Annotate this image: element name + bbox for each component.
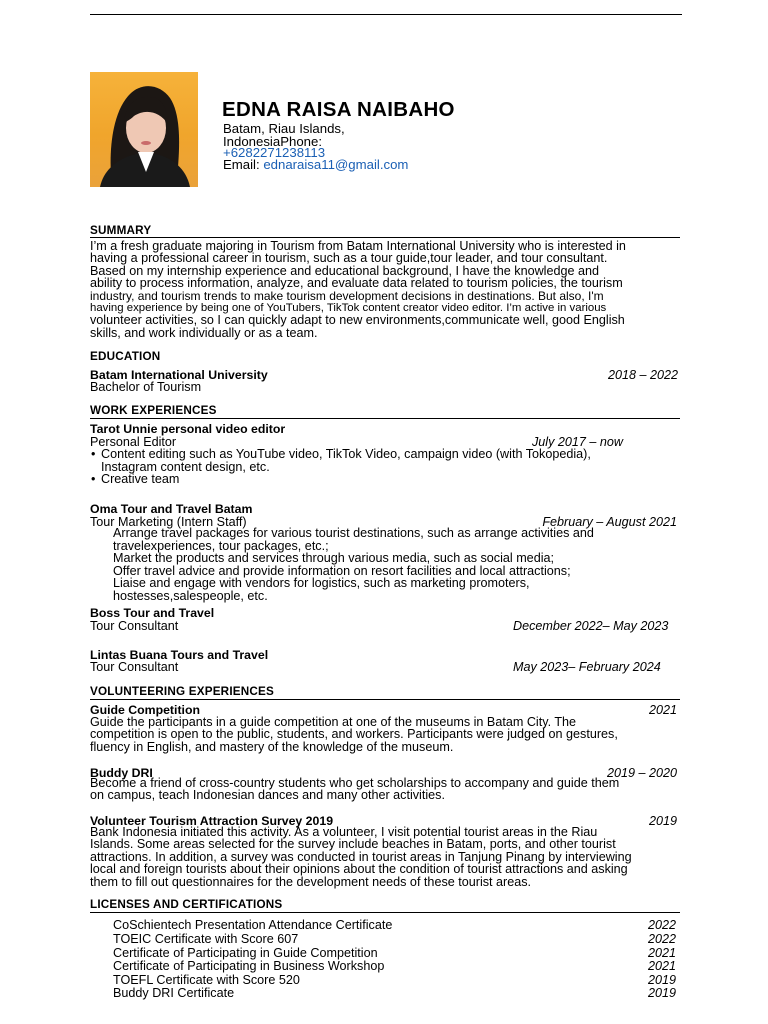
work-rule (90, 418, 680, 419)
certification-year: 2021 (647, 945, 676, 960)
volunteer-description (90, 826, 677, 888)
certifications-rule (90, 912, 680, 913)
certification-row (113, 973, 676, 987)
description-line: competition is open to the public, students, and workers. Participants were judged on gestures, (90, 727, 618, 742)
certification-row (113, 986, 676, 1000)
detail-line: Liaise and engage with vendors for logistics, such as marketing promoters, (113, 576, 530, 591)
certification-name: Certificate of Participating in Guide Competition (113, 945, 378, 960)
job-role: Tour Consultant (90, 619, 179, 633)
certification-year: 2019 (647, 972, 676, 987)
job-company: Oma Tour and Travel Batam (90, 502, 253, 516)
certification-name: Certificate of Participating in Business Workshop (113, 959, 385, 973)
detail-line: Arrange travel packages for various tourist destinations, such as arrange activities and (113, 526, 594, 540)
volunteer-year: 2019 (648, 814, 677, 828)
certification-name: Buddy DRI Certificate (113, 986, 235, 1000)
summary-line: Based on my internship experience and educational background, I have the knowledge and (90, 263, 599, 278)
job-details (113, 527, 640, 603)
description-line: on campus, teach Indonesian dances and many other activities. (90, 788, 445, 803)
job-dates: December 2022– May 2023 (513, 619, 669, 633)
description-line: local and foreign tourists about their opinions about the condition of tourist attractions and asking (90, 862, 628, 877)
description-line: Bank Indonesia initiated this activity. As a volunteer, I visit potential tourist areas in the Riau (90, 825, 598, 839)
job-company: Lintas Buana Tours and Travel (90, 648, 269, 662)
work-heading: WORK EXPERIENCES (90, 404, 217, 417)
volunteer-year: 2021 (648, 703, 677, 717)
summary-line: volunteer activities, so I can quickly adapt to new environments,communicate well, good English (90, 313, 625, 328)
description-line: Islands. Some areas selected for the survey include beaches in Batam, ports, and other tourist (90, 837, 616, 852)
volunteer-name: Volunteer Tourism Attraction Survey 2019 (90, 814, 334, 828)
bullet-continuation: Instagram content design, etc. (101, 459, 270, 474)
education-heading: EDUCATION (90, 350, 161, 363)
summary-line: ability to process information, analyze, and evaluate data related to tourism policies, the tourism (90, 276, 623, 291)
job-role: Tour Consultant (90, 660, 179, 674)
certification-name: TOEFL Certificate with Score 520 (113, 972, 300, 987)
description-line: Become a friend of cross-country students who get scholarships to accompany and guide them (90, 776, 620, 790)
description-line: attractions. In addition, a survey was conducted in tourist areas in Tanjung Pinang by interviewing (90, 849, 632, 864)
summary-line: I’m a fresh graduate majoring in Tourism from Batam International University who is interested in (90, 239, 626, 253)
job-role: Tour Marketing (Intern Staff) (90, 515, 247, 529)
education-years: 2018 – 2022 (607, 368, 678, 382)
job-role: Personal Editor (90, 435, 177, 449)
job-dates: July 2017 – now (532, 435, 624, 449)
address-line-1: Batam, Riau Islands, (223, 121, 345, 136)
certification-name: TOEIC Certificate with Score 607 (113, 932, 299, 946)
portrait-illustration (90, 72, 198, 187)
description-line: them to fill out questionnaires for the development needs of these tourist areas. (90, 874, 532, 889)
detail-line: hostesses,salespeople, etc. (113, 588, 268, 603)
job-bullets (91, 448, 676, 486)
certification-row (113, 959, 676, 973)
candidate-name: EDNA RAISA NAIBAHO (222, 98, 455, 121)
certification-year: 2019 (647, 986, 676, 1000)
summary-line: industry, and tourism trends to make tourism development decisions in destinations. But also, I'm (90, 288, 604, 303)
bullet-item: • Creative team (91, 473, 676, 486)
job-company: Boss Tour and Travel (90, 606, 215, 620)
job-dates: May 2023– February 2024 (513, 660, 661, 674)
detail-line: Offer travel advice and provide information on resort facilities and local attractions; (113, 563, 571, 578)
certification-row (113, 932, 676, 946)
volunteer-description (90, 716, 677, 753)
volunteer-name: Buddy DRI (90, 766, 153, 780)
description-line: Guide the participants in a guide competition at one of the museums in Batam City. The (90, 715, 577, 729)
email-line (223, 158, 408, 172)
summary-heading: SUMMARY (90, 224, 152, 237)
certification-year: 2022 (647, 918, 676, 932)
summary-text (90, 240, 677, 339)
certification-name: CoSchientech Presentation Attendance Certificate (113, 918, 393, 932)
education-degree: Bachelor of Tourism (90, 380, 202, 394)
volunteer-rule (90, 699, 680, 700)
volunteer-description (90, 777, 677, 802)
bullet-item: • Content editing such as YouTube video, TikTok Video, campaign video (with Tokopedia), (91, 448, 676, 461)
phone-link[interactable]: +6282271238113 (223, 145, 326, 160)
profile-photo (90, 72, 198, 187)
education-school: Batam International University (90, 368, 268, 382)
job-company: Tarot Unnie personal video editor (90, 422, 286, 436)
certification-row (113, 946, 676, 960)
summary-rule (90, 237, 680, 238)
summary-line: having a professional career in tourism, such as a tour guide,tour leader, and tour consultant. (90, 251, 608, 266)
email-label: Email: (223, 157, 264, 172)
address-line-2: IndonesiaPhone: (223, 134, 322, 149)
summary-line: having experience by being one of YouTubers, TikTok content creator video editor. I’m active in various (90, 302, 607, 315)
certification-year: 2021 (647, 959, 676, 973)
email-link[interactable]: ednaraisa11@gmail.com (263, 157, 409, 172)
top-divider (90, 14, 682, 15)
job-dates: February – August 2021 (542, 515, 677, 529)
detail-line: Market the products and services through various media, such as social media; (113, 551, 554, 566)
certification-year: 2022 (647, 932, 676, 946)
certification-row (113, 918, 676, 932)
summary-line: skills, and work individually or as a team. (90, 325, 318, 340)
volunteer-name: Guide Competition (90, 703, 200, 717)
volunteer-year: 2019 – 2020 (606, 766, 677, 780)
description-line: fluency in English, and mastery of the knowledge of the museum. (90, 739, 454, 754)
volunteer-heading: VOLUNTEERING EXPERIENCES (90, 685, 275, 698)
detail-line: travelexperiences, tour packages, etc.; (113, 538, 329, 553)
certifications-heading: LICENSES AND CERTIFICATIONS (90, 898, 283, 911)
